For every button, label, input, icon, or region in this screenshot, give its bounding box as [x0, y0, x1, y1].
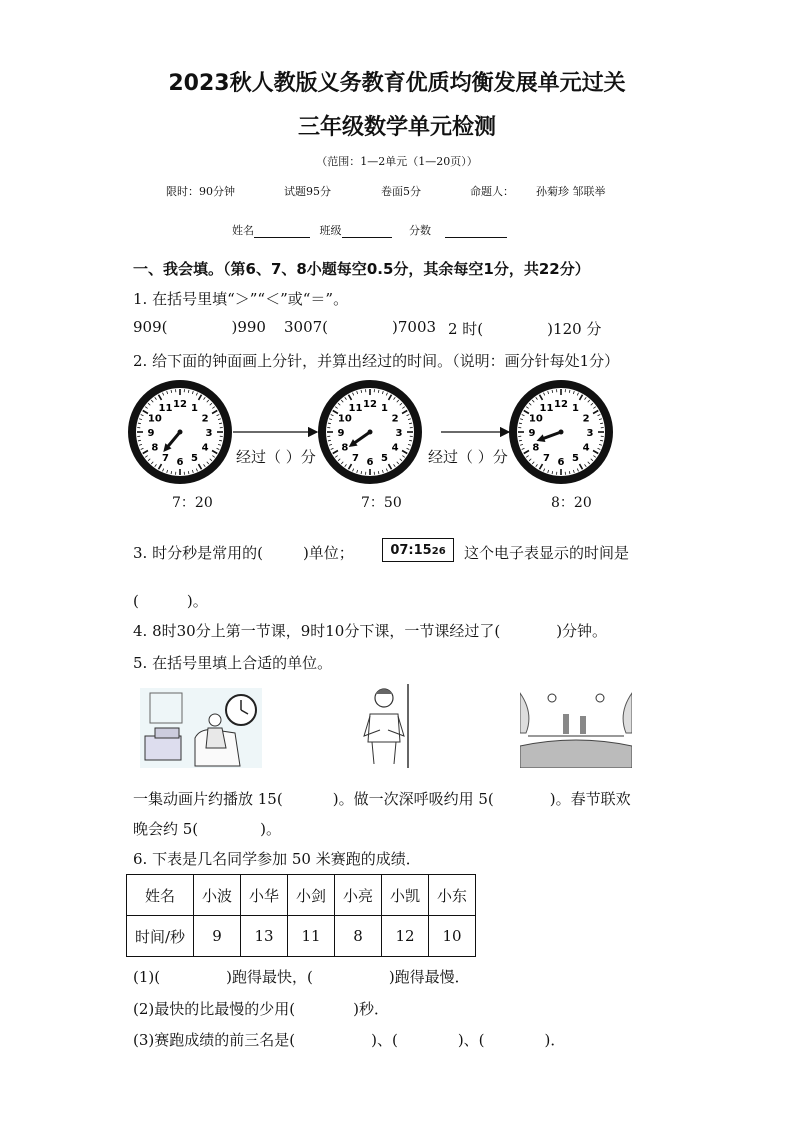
clock-number: 3	[205, 428, 213, 439]
student-info-row	[232, 222, 507, 238]
author-label: 命题人：	[470, 185, 514, 198]
q6-sub1: (1)( )跑得最快，( )跑得最慢．	[133, 968, 470, 986]
q6-prompt: 6. 下表是几名同学参加 50 米赛跑的成绩．	[133, 850, 421, 868]
clock-number: 11	[539, 402, 554, 414]
q6-sub2: (2)最快的比最慢的少用( )秒．	[133, 1000, 389, 1018]
clock-number: 9	[337, 428, 345, 439]
clock-face[interactable]	[513, 384, 609, 480]
clock-number: 4	[201, 442, 209, 454]
q5-prompt: 5. 在括号里填上合适的单位。	[133, 654, 333, 672]
table-cell: 小亮	[335, 875, 382, 916]
q6-sub3: (3)赛跑成绩的前三名是( )、( )、( )．	[133, 1031, 566, 1049]
scope-text: （范围：1—2单元（1—20页））	[316, 155, 478, 168]
clock-diagram	[125, 375, 645, 485]
class-label: 班级	[319, 224, 342, 237]
clock-number: 2	[391, 413, 399, 425]
clock-number: 8	[151, 442, 159, 454]
clock-number: 6	[176, 457, 184, 468]
q5-line-1: 一集动画片约播放 15( )。做一次深呼吸约用 5( )。春节联欢	[133, 790, 631, 808]
clock-number: 11	[158, 402, 173, 414]
clock-number: 7	[162, 453, 169, 465]
table-cell: 小华	[241, 875, 288, 916]
table-header-name: 姓名	[127, 875, 194, 916]
table-cell: 8	[335, 916, 382, 957]
time-limit: 限时：90分钟	[166, 185, 235, 198]
clock-number: 1	[572, 402, 579, 414]
page-title: 2023秋人教版义务教育优质均衡发展单元过关	[168, 71, 626, 96]
name-label: 姓名	[232, 224, 254, 237]
table-row	[127, 916, 476, 957]
clock-number: 2	[201, 413, 209, 425]
score-field[interactable]	[445, 223, 507, 238]
table-cell: 小剑	[288, 875, 335, 916]
clock-number: 10	[337, 413, 352, 425]
clock-number: 7	[543, 453, 550, 465]
table-cell: 小东	[429, 875, 476, 916]
score-label: 分数	[409, 224, 431, 237]
table-row	[127, 875, 476, 916]
cartoon-watching-image	[140, 688, 262, 768]
elapsed-label-1[interactable]: 经过（ ）分	[236, 448, 316, 466]
table-cell: 10	[429, 916, 476, 957]
clock-number: 9	[147, 428, 155, 439]
clock-number: 4	[582, 442, 590, 454]
clock-face[interactable]	[132, 384, 228, 480]
elapsed-label-2[interactable]: 经过（ ）分	[428, 448, 508, 466]
clock-number: 6	[366, 457, 374, 468]
clock-time-3: 8：20	[551, 495, 592, 511]
neatness-score: 卷面5分	[381, 185, 421, 198]
question-score: 试题95分	[284, 185, 331, 198]
clock-number: 5	[381, 453, 388, 465]
clock-number: 12	[363, 399, 377, 410]
section-heading: 一、我会填。（第6、7、8小题每空0.5分，其余每空1分，共22分）	[133, 260, 590, 278]
q2-prompt: 2. 给下面的钟面画上分针，并算出经过的时间。（说明：画分针每处1分）	[133, 352, 620, 370]
clock-number: 4	[391, 442, 399, 454]
authors: 孙菊珍 邹联举	[536, 185, 606, 198]
clock-time-2: 7：50	[361, 495, 402, 511]
q3-line: 3. 时分秒是常用的( )单位；	[133, 544, 354, 562]
clock-number: 12	[554, 399, 568, 410]
clock-number: 8	[532, 442, 540, 454]
table-cell: 12	[382, 916, 429, 957]
class-field[interactable]	[342, 223, 392, 238]
clock-number: 3	[586, 428, 594, 439]
table-cell: 小波	[194, 875, 241, 916]
clock-number: 3	[395, 428, 403, 439]
cartoon-breathing-image	[360, 684, 410, 768]
clock-number: 11	[348, 402, 363, 414]
clock-number: 9	[528, 428, 536, 439]
clock-face[interactable]	[322, 384, 418, 480]
table-cell: 13	[241, 916, 288, 957]
clock-hub	[368, 430, 373, 435]
q3-answer-line: ( )。	[133, 592, 208, 610]
table-cell: 9	[194, 916, 241, 957]
clock-number: 5	[191, 453, 198, 465]
table-cell: 11	[288, 916, 335, 957]
digital-clock-display: 07:1526	[382, 538, 454, 562]
table-cell: 小凯	[382, 875, 429, 916]
clock-number: 2	[582, 413, 590, 425]
q1-item-1: 909( )990	[133, 318, 266, 336]
clock-number: 7	[352, 453, 359, 465]
clock-number: 10	[147, 413, 162, 425]
clock-hub	[178, 430, 183, 435]
clock-number: 5	[572, 453, 579, 465]
race-results-table	[126, 874, 476, 957]
q5-line-2: 晚会约 5( )。	[133, 820, 282, 838]
page-subtitle: 三年级数学单元检测	[297, 115, 496, 140]
q3-prompt-c: 这个电子表显示的时间是	[464, 544, 630, 562]
gala-stage-image	[520, 688, 632, 768]
clock-number: 1	[191, 402, 198, 414]
clock-time-1: 7：20	[172, 495, 213, 511]
clock-number: 12	[173, 399, 187, 410]
q1-item-2: 3007( )7003	[284, 318, 437, 336]
clock-number: 1	[381, 402, 388, 414]
clock-hub	[559, 430, 564, 435]
q1-prompt: 1. 在括号里填“＞”“＜”或“＝”。	[133, 290, 349, 308]
name-field[interactable]	[254, 223, 310, 238]
clock-number: 8	[341, 442, 349, 454]
clock-number: 6	[557, 457, 565, 468]
q4-line: 4. 8时30分上第一节课，9时10分下课，一节课经过了( )分钟。	[133, 622, 608, 640]
clock-number: 10	[528, 413, 543, 425]
q1-item-3: 2 时( )120 分	[448, 320, 602, 338]
table-header-time: 时间/秒	[127, 916, 194, 957]
